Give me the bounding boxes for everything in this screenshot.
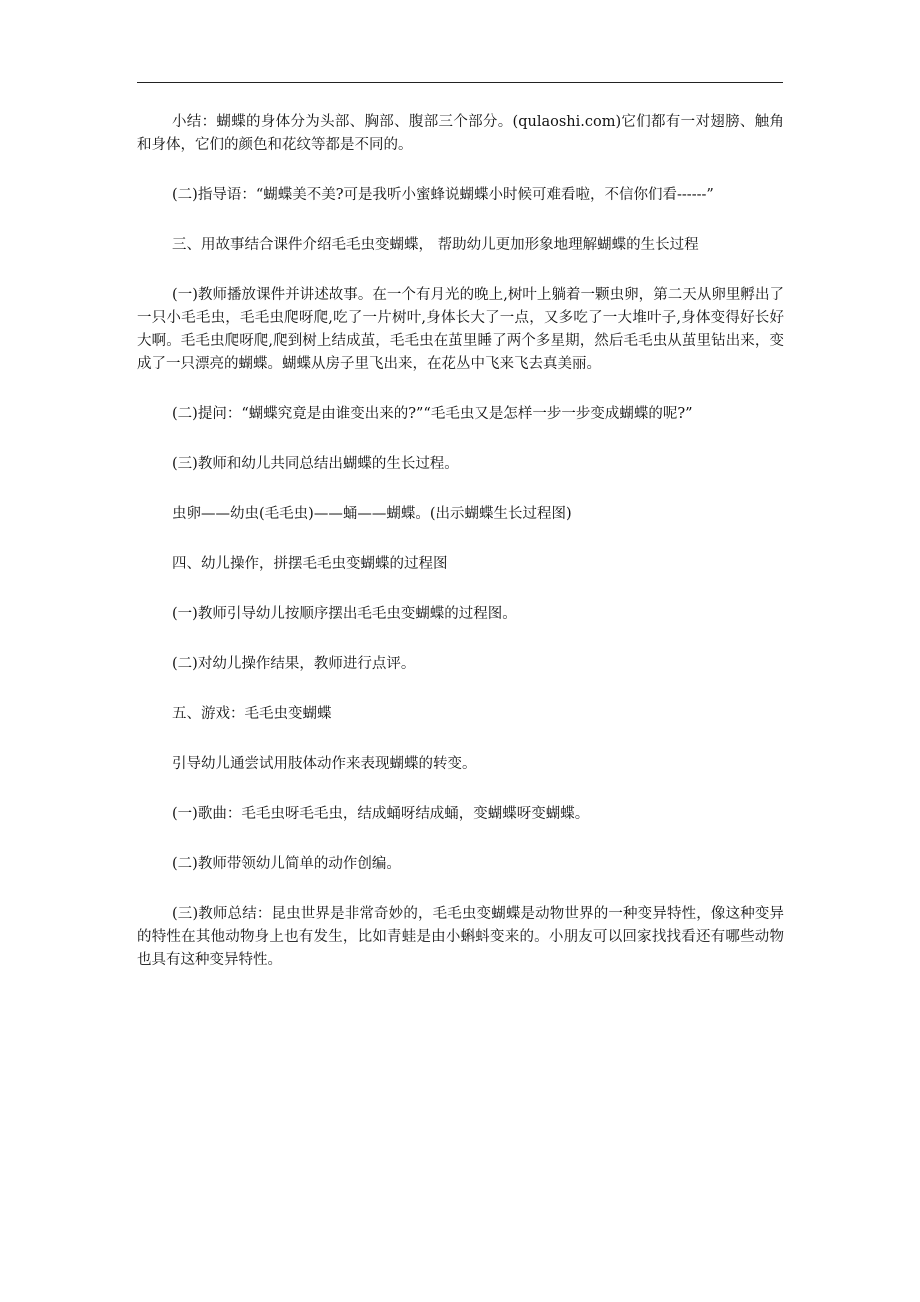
header-rule bbox=[137, 82, 783, 83]
operation-paragraph-1: (一)教师引导幼儿按顺序摆出毛毛虫变蝴蝶的过程图。 bbox=[172, 606, 517, 622]
document-body bbox=[137, 111, 784, 972]
game-intro-paragraph: 引导幼儿通尝试用肢体动作来表现蝴蝶的转变。 bbox=[172, 756, 477, 772]
summary-paragraph: 小结：蝴蝶的身体分为头部、胸部、腹部三个部分。(qulaoshi.com)它们都有一对翅膀、触角和身体，它们的颜色和花纹等都是不同的。 bbox=[137, 114, 784, 153]
growth-stages-paragraph: 虫卵——幼虫(毛毛虫)——蛹——蝴蝶。(出示蝴蝶生长过程图) bbox=[172, 506, 572, 522]
summary-growth-paragraph: (三)教师和幼儿共同总结出蝴蝶的生长过程。 bbox=[172, 456, 459, 472]
song-paragraph: (一)歌曲：毛毛虫呀毛毛虫，结成蛹呀结成蛹，变蝴蝶呀变蝴蝶。 bbox=[172, 806, 590, 822]
movement-paragraph: (二)教师带领幼儿简单的动作创编。 bbox=[172, 856, 401, 872]
section-heading-5: 五、游戏：毛毛虫变蝴蝶 bbox=[172, 706, 332, 722]
guide-paragraph: (二)指导语：“蝴蝶美不美?可是我听小蜜蜂说蝴蝶小时候可难看啦，不信你们看------” bbox=[172, 187, 714, 203]
story-paragraph: (一)教师播放课件并讲述故事。在一个有月光的晚上,树叶上躺着一颗虫卵，第二天从卵里孵出了一只小毛毛虫，毛毛虫爬呀爬,吃了一片树叶,身体长大了一点，又多吃了一大堆叶子,身体变得好长好大啊。毛毛虫爬呀爬,爬到树上结成茧，毛毛虫在茧里睡了两个多星期，然后毛毛虫从茧里钻出来，变成了一只漂亮的蝴蝶。蝴蝶从房子里飞出来，在花丛中飞来飞去真美丽。 bbox=[137, 287, 784, 372]
section-heading-4: 四、幼儿操作，拼摆毛毛虫变蝴蝶的过程图 bbox=[172, 556, 448, 572]
section-heading-3: 三、用故事结合课件介绍毛毛虫变蝴蝶， 帮助幼儿更加形象地理解蝴蝶的生长过程 bbox=[172, 237, 699, 253]
conclusion-paragraph: (三)教师总结：昆虫世界是非常奇妙的，毛毛虫变蝴蝶是动物世界的一种变异特性，像这种变异的特性在其他动物身上也有发生，比如青蛙是由小蝌蚪变来的。小朋友可以回家找找看还有哪些动物也具有这种变异特性。 bbox=[137, 906, 784, 968]
operation-paragraph-2: (二)对幼儿操作结果，教师进行点评。 bbox=[172, 656, 416, 672]
question-paragraph: (二)提问：“蝴蝶究竟是由谁变出来的?”“毛毛虫又是怎样一步一步变成蝴蝶的呢?” bbox=[172, 406, 693, 422]
